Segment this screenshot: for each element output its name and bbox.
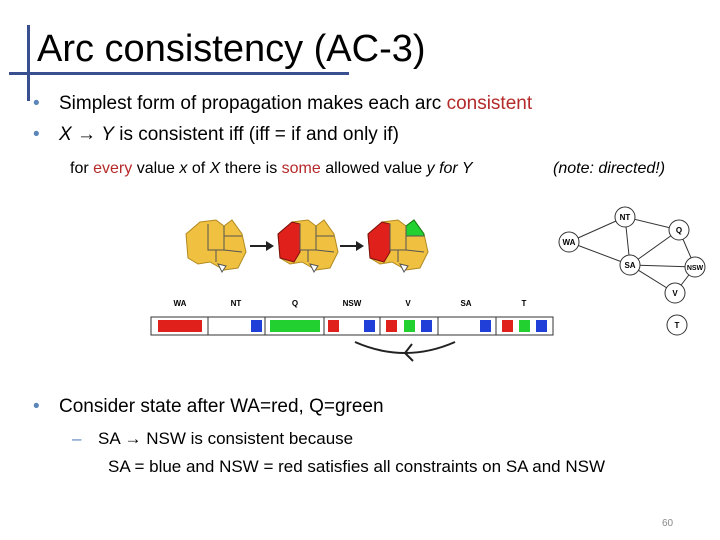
v-blue-cell	[421, 320, 432, 332]
page-number: 60	[662, 518, 674, 529]
title-accent-horizontal	[9, 72, 349, 75]
explanation-line: SA = blue and NSW = red satisfies all constraints on SA and NSW	[108, 457, 606, 476]
emph-consistent: consistent	[446, 93, 533, 114]
bar-label-q: Q	[291, 299, 299, 308]
bullet-dot: •	[33, 93, 40, 114]
slide-title: Arc consistency (AC-3)	[37, 28, 426, 70]
bullet-consider-state: • Consider state after WA=red, Q=green	[33, 396, 384, 417]
bar-label-nt: NT	[230, 299, 242, 308]
q-green-cell	[270, 320, 320, 332]
wa-red-cell	[158, 320, 202, 332]
v-red-cell	[386, 320, 397, 332]
australia-map-3	[368, 220, 428, 272]
bullet-simplest-form: • Simplest form of propagation makes each arc consistent	[33, 93, 533, 114]
graph-node-q	[669, 220, 689, 240]
dash-bullet: –	[72, 429, 82, 448]
graph-node-v	[665, 283, 685, 303]
nsw-red-cell	[328, 320, 339, 332]
svg-text:NSW: NSW	[686, 265, 704, 272]
svg-text:Q: Q	[675, 226, 683, 235]
constraint-graph	[555, 203, 710, 343]
domain-bar-illustration	[150, 296, 555, 364]
arrow-symbol: →	[76, 124, 96, 145]
australia-map-2	[278, 220, 338, 272]
arrow-2	[340, 241, 364, 251]
t-red-cell	[502, 320, 513, 332]
australia-map-1	[186, 220, 246, 272]
title-accent-vertical	[27, 25, 30, 101]
svg-text:WA: WA	[562, 238, 576, 247]
graph-node-t	[667, 315, 687, 335]
map-sequence-illustration	[180, 212, 460, 280]
t-green-cell	[519, 320, 530, 332]
definition-line: for every value x of X there is some allowed value y for Y	[70, 160, 473, 177]
arrow-1	[250, 241, 274, 251]
bullet-dot: •	[33, 396, 40, 417]
arrow-symbol: →	[124, 429, 142, 448]
svg-text:SA: SA	[624, 261, 636, 270]
graph-node-nsw	[685, 257, 705, 277]
arc-curve	[355, 342, 455, 353]
graph-node-nt	[615, 207, 635, 227]
bar-label-t: T	[521, 299, 527, 308]
graph-node-wa	[559, 232, 579, 252]
bullet-x-to-y: • X → Y is consistent iff (iff = if and only if)	[33, 124, 399, 145]
note-directed: (note: directed!)	[553, 160, 666, 177]
bullet-dot: •	[33, 124, 40, 145]
sub-bullet-sa-nsw: – SA → NSW is consistent because	[72, 429, 354, 448]
bar-label-v: V	[405, 299, 411, 308]
svg-text:V: V	[672, 289, 678, 298]
bar-label-wa: WA	[173, 299, 187, 308]
nt-blue-cell	[251, 320, 262, 332]
sa-blue-cell	[480, 320, 491, 332]
bar-label-nsw: NSW	[342, 299, 362, 308]
graph-node-sa	[620, 255, 640, 275]
domain-bar-frame	[151, 317, 553, 335]
nsw-blue-cell	[364, 320, 375, 332]
svg-text:T: T	[674, 321, 680, 330]
v-green-cell	[404, 320, 415, 332]
bar-label-sa: SA	[460, 299, 472, 308]
t-blue-cell	[536, 320, 547, 332]
svg-text:NT: NT	[619, 213, 631, 222]
